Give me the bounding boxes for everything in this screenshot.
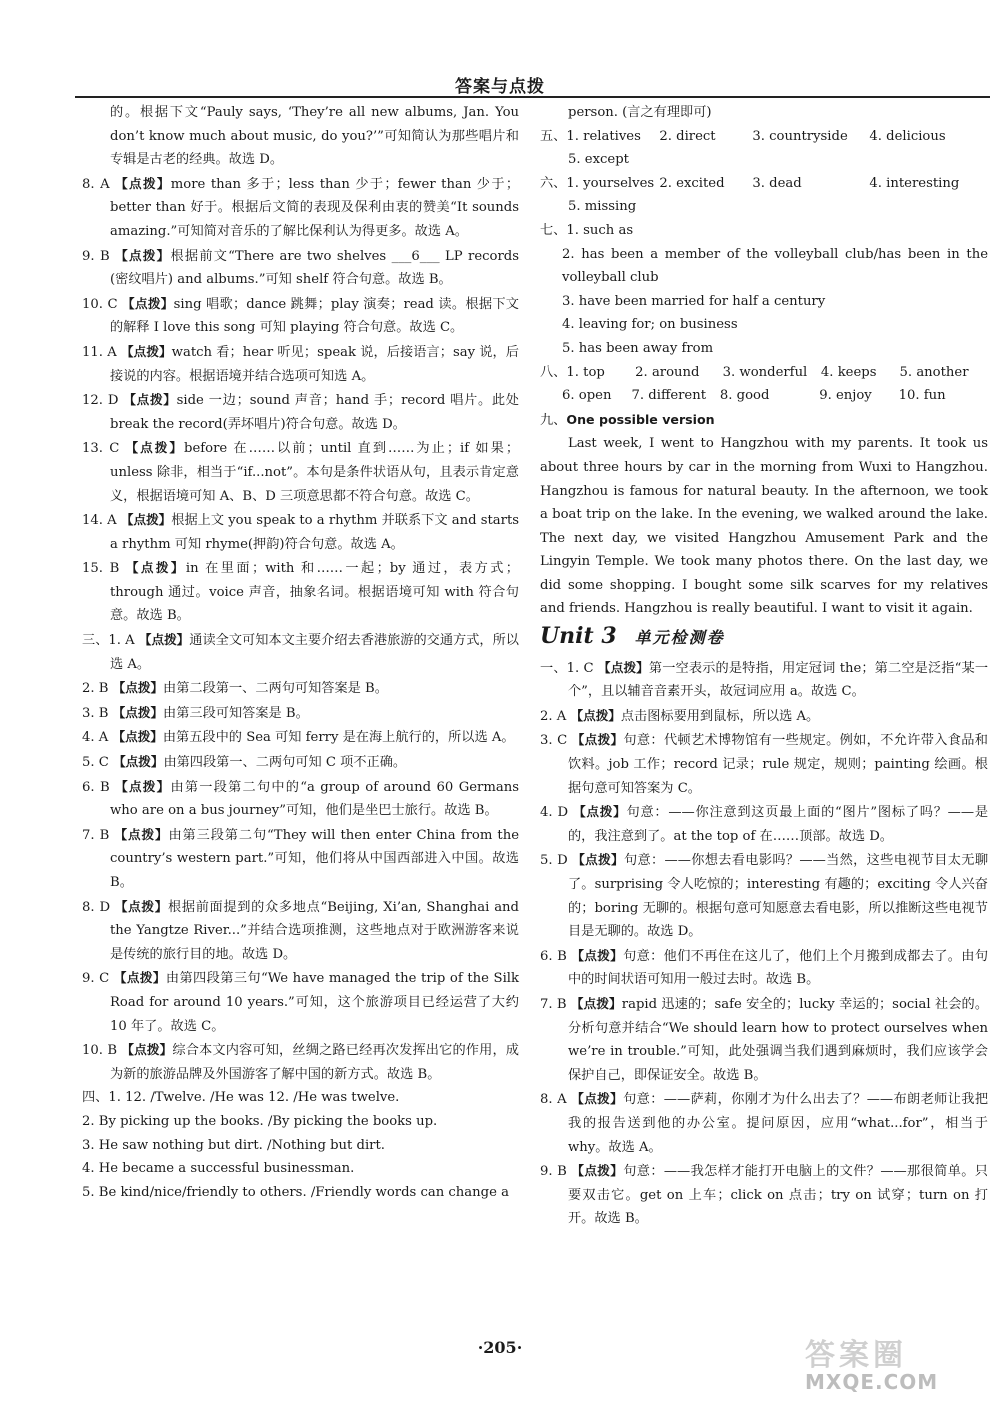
hint-tag: 【点拨】 — [123, 392, 177, 408]
word-item: 2. around — [635, 364, 700, 380]
hint-tag: 【点拨】 — [571, 1091, 624, 1107]
answer-item — [82, 1038, 519, 1086]
section-9 — [540, 408, 988, 433]
answer-number: 4. A — [82, 730, 113, 746]
word-item: 2. excited — [659, 175, 725, 191]
answer-item — [82, 1110, 519, 1134]
hint-tag: 【点拨】 — [115, 175, 171, 191]
answer-item — [82, 1181, 519, 1205]
word-item: 3. wonderful — [722, 364, 808, 380]
answer-text: 句意：——你注意到这页最上面的“图片”图标了吗？——是的，我注意到了。at the top of 在……顶部。故选 D。 — [568, 805, 989, 844]
answer-number: 15. B — [82, 561, 126, 577]
word-item: 3. dead — [752, 175, 802, 191]
answer-item — [82, 172, 519, 244]
section-6 — [540, 172, 988, 219]
right-column — [540, 101, 988, 1231]
word-item: 6. open — [562, 388, 612, 404]
answer-item — [82, 725, 519, 750]
word-item: 9. enjoy — [819, 388, 872, 404]
hint-tag: 【点拨】 — [570, 995, 622, 1011]
answer-item — [540, 1159, 988, 1231]
hint-tag: 【点拨】 — [122, 295, 174, 311]
hint-tag: 【点拨】 — [113, 754, 164, 770]
answer-number: 10. C — [82, 296, 123, 312]
answer-text: 根据前文“There are two shelves ___6___ LP records (密纹唱片) and albums.”可知 shelf 符合句意。故选 B。 — [110, 248, 520, 288]
unit-answers — [540, 656, 988, 1231]
answer-text: 由第三段第二句“They will then enter China from the country’s western part.”可知，他们将从中国西部进入中国。故选 B。 — [110, 827, 520, 890]
hint-tag: 【点拨】 — [113, 970, 166, 986]
section-5 — [540, 125, 988, 172]
answer-item — [82, 508, 519, 556]
answer-text: 由第四段第一、二两句可知 C 项不正确。 — [163, 755, 407, 771]
phrase-text: 1. such as — [566, 222, 634, 238]
word-item: 5. another — [899, 364, 969, 380]
section-label: 七、 — [540, 222, 567, 238]
answer-item — [540, 728, 988, 800]
answer-number: 4. — [82, 1161, 99, 1177]
hint-tag: 【点拨】 — [112, 729, 163, 745]
answer-number: 2. B — [82, 681, 113, 697]
answer-text: 第一空表示的是特指，用定冠词 the；第二空是泛指“某一个”，且以辅音音素开头，故冠词应用 a。故选 C。 — [568, 660, 989, 700]
phrase-item: 4. leaving for; on business — [562, 317, 738, 333]
answer-text: watch 看；hear 听见；speak 说，后接语言；say 说，后接说的内容。根据语境并结合选项可知选 A。 — [110, 344, 519, 384]
answer-number: 6. B — [82, 779, 116, 795]
answer-item — [82, 1157, 519, 1181]
answer-number: 14. A — [82, 513, 121, 529]
hint-tag: 【点拨】 — [571, 732, 624, 748]
hint-tag: 【点拨】 — [571, 947, 624, 963]
answer-number: 2. — [82, 1113, 99, 1129]
answer-number: 9. C — [82, 971, 114, 987]
hint-tag: 【点拨】 — [115, 778, 171, 794]
hint-tag: 【点拨】 — [125, 560, 186, 576]
hint-tag: 【点拨】 — [112, 704, 164, 720]
hint-tag: 【点拨】 — [597, 659, 649, 675]
word-row — [540, 361, 988, 385]
watermark-line2: MXQE.COM — [805, 1370, 939, 1394]
answer-number: 8. A — [540, 1092, 572, 1108]
answer-text: 句意：代顿艺术博物馆有一些规定。例如，不允许带入食品和饮料。job 工作；record 记录；rule 规定，规则；painting 绘画。根据句意可知答案为 C。 — [568, 733, 988, 796]
watermark-logo — [805, 1330, 990, 1410]
hint-tag: 【点拨】 — [112, 680, 164, 696]
answer-item — [82, 701, 519, 726]
answer-text: 根据前面提到的众多地点“Beijing, Xi’an, Shanghai and the Yangtze River...”并结合选项推测，这些地点对于欧洲游客来说是传统的旅行目的地。故选 D。 — [110, 899, 519, 962]
hint-tag: 【点拨】 — [573, 804, 627, 820]
answer-number: 四、1. — [82, 1090, 126, 1106]
answer-item — [82, 628, 519, 676]
answer-text: side 一边；sound 声音；hand 手；record 唱片。此处 break the record(弄坏唱片)符合句意。故选 D。 — [110, 393, 519, 432]
answer-number: 3. C — [540, 733, 572, 749]
section-label: 五、 — [540, 128, 567, 144]
section-label: 八、 — [540, 364, 567, 380]
section-7 — [540, 219, 988, 361]
phrase-item — [540, 219, 988, 243]
answer-item — [82, 823, 519, 895]
answer-number: 7. B — [82, 827, 115, 843]
hint-tag: 【点拨】 — [138, 632, 190, 648]
answer-text: 点击图标要用到鼠标，所以选 A。 — [620, 708, 820, 724]
answer-number: 13. C — [82, 441, 126, 457]
word-item: 4. delicious — [869, 128, 946, 144]
answer-text: before 在……以前；until 直到……为止；if 如果；unless 除非，相当于“if...not”。本句是条件状语从句，且表示肯定意义，根据语境可知 A、B、D 三项意思都不符合句意。故选 C。 — [110, 441, 520, 504]
answer-text: 由第五段中的 Sea 可知 ferry 是在海上航行的，所以选 A。 — [162, 730, 515, 746]
answer-number: 8. A — [82, 176, 116, 192]
answer-number: 三、1. A — [82, 633, 139, 649]
hint-tag: 【点拨】 — [125, 440, 185, 456]
answer-item — [82, 676, 519, 701]
answer-item — [82, 1134, 519, 1158]
left-column — [82, 101, 519, 1204]
answer-number: 9. B — [82, 248, 116, 264]
answer-text: in 在里面；with 和……一起；by 通过，表方式；through 通过。voice 声音，抽象名词。根据语境可知 with 符合句意。故选 B。 — [110, 561, 519, 624]
answer-item — [82, 292, 519, 340]
answer-number: 3. — [82, 1137, 99, 1153]
word-item: 4. interesting — [869, 175, 960, 191]
essay-text: Last week, I went to Hangzhou with my parents. It took us about three hours by car in the morning from Wuxi to Hangzhou. Hangzhou is famous for natural beauty. In the afternoon, we took a boat trip on the lake. In the evening, we walked around the lake. The next day, we visited Hangzhou Amusement Park and the Lingyin Temple. We took many photos there. On the last day, we did some shopping. I bought some silk scarves for my relatives and friends. Hangzhou is really beautiful. I want to visit it again. — [540, 436, 988, 617]
answer-item — [82, 1086, 519, 1110]
answer-number: 11. A — [82, 344, 122, 360]
hint-tag: 【点拨】 — [114, 898, 168, 914]
answer-item — [82, 340, 519, 388]
answer-text: sing 唱歌；dance 跳舞；play 演奏；read 读。根据下文的解释 I love this song 可知 playing 符合句意。故选 C。 — [110, 296, 519, 336]
word-item: 7. different — [631, 388, 707, 404]
phrase-item: 2. has been a member of the volleyball club/has been in the volleyball club — [562, 246, 988, 286]
answer-text: He saw nothing but dirt. /Nothing but dirt. — [98, 1137, 385, 1153]
word-item: 4. keeps — [820, 364, 877, 380]
answer-text: 句意：他们不再住在这儿了，他们上个月搬到成都去了。由句中的时间状语可知用一般过去时。故选 B。 — [568, 948, 989, 988]
answer-item — [540, 848, 988, 943]
answer-text: rapid 迅速的；safe 安全的；lucky 幸运的；social 社会的。分析句意并结合“We should learn how to protect ourselves when we’re in trouble.”可知，此处强调当我们遇到麻烦时，我们应该学会保护自己，即保证安全。故选 B。 — [568, 996, 989, 1083]
hint-tag: 【点拨】 — [570, 707, 621, 723]
answer-item — [82, 895, 519, 967]
answer-text: 句意：——萨莉，你刚才为什么出去了？——布朗老师让我把我的报告送到他的办公室。提问原因，应用“what...for”，相当于 why。故选 A。 — [568, 1092, 989, 1155]
answer-item — [540, 992, 988, 1087]
hint-tag: 【点拨】 — [115, 247, 171, 263]
essay-heading: One possible version — [566, 411, 715, 427]
header-rule — [75, 96, 990, 98]
answer-item — [82, 750, 519, 775]
continuation-line: person. (言之有理即可) — [568, 105, 712, 120]
section-9-label: 九、 — [540, 412, 567, 428]
answer-number: 10. B — [82, 1043, 122, 1059]
answer-text: He became a successful businessman. — [98, 1161, 355, 1177]
answer-number: 5. — [82, 1184, 99, 1200]
answer-text: 的。根据下文“Pauly says, ‘They’re all new albums, Jan. You don’t know much about music, do you?’”可知简认为那些唱片和专辑是古老的经典。故选 D。 — [110, 105, 519, 168]
answer-item — [540, 704, 988, 729]
answer-item — [540, 800, 988, 848]
hint-tag: 【点拨】 — [120, 512, 172, 528]
answer-number: 8. D — [82, 899, 115, 915]
phrase-item: 5. has been away from — [562, 340, 714, 356]
hint-tag: 【点拨】 — [571, 1163, 624, 1179]
answer-item — [82, 388, 519, 436]
answer-item — [82, 775, 519, 823]
answer-number: 5. C — [82, 755, 114, 771]
answer-text: 句意：——你想去看电影吗？——当然，这些电视节目太无聊了。surprising 令人吃惊的；interesting 有趣的；exciting 令人兴奋的；boring 无聊的。根据句意可知愿意去看电影，所以推断这些电视节目是无聊的。故选 D。 — [568, 853, 989, 940]
answer-number: 3. B — [82, 705, 113, 721]
word-item: 3. countryside — [752, 128, 848, 144]
answer-number: 2. A — [540, 708, 571, 724]
word-row — [540, 125, 988, 149]
answer-number: 一、1. C — [540, 660, 598, 676]
page-header: 答案与点拨 — [455, 77, 545, 97]
hint-tag: 【点拨】 — [121, 343, 172, 359]
hint-tag: 【点拨】 — [572, 852, 624, 868]
answer-item — [82, 556, 519, 628]
answer-item — [540, 1087, 988, 1159]
answer-text: 根据上文 you speak to a rhythm 并联系下文 and starts a rhythm 可知 rhyme(押韵)符合句意。故选 A。 — [110, 513, 520, 552]
answer-text: By picking up the books. /By picking the books up. — [98, 1113, 438, 1129]
answer-item — [540, 656, 988, 704]
unit-subtitle: 单元检测卷 — [634, 628, 725, 648]
word-item: 2. direct — [659, 128, 716, 144]
word-item: 1. top — [566, 364, 605, 380]
answer-text: 通读全文可知本文主要介绍去香港旅游的交通方式，所以选 A。 — [110, 633, 519, 672]
answer-item — [82, 101, 519, 172]
answer-text: 由第四段第三句“We have managed the trip of the Silk Road for around 10 years.”可知，这个旅游项目已经运营了大约 10 年了。故选 C。 — [110, 971, 519, 1034]
section-8 — [540, 361, 988, 408]
word-item: 1. yourselves — [566, 175, 655, 191]
answer-text: more than 多于；less than 少于；fewer than 少于；better than 好于。根据后文简的表现及保利由衷的赞美“It sounds amazing.”可知简对音乐的了解比保利认为得更多。故选 A。 — [110, 176, 520, 239]
word-item: 1. relatives — [566, 128, 641, 144]
unit-title — [540, 625, 988, 650]
word-row — [540, 384, 988, 408]
answer-text: 12. /Twelve. /He was 12. /He was twelve. — [125, 1090, 400, 1106]
answer-text: 由第二段第一、二两句可知答案是 B。 — [163, 681, 388, 697]
word-item: 8. good — [719, 388, 770, 404]
answer-number: 9. B — [540, 1164, 572, 1180]
answer-number: 5. D — [540, 853, 573, 869]
answer-text: 由第三段可知答案是 B。 — [163, 705, 309, 721]
watermark-line1: 答案圈 — [805, 1338, 907, 1373]
answer-item — [540, 944, 988, 992]
answer-item — [82, 244, 519, 292]
unit-name: Unit 3 — [540, 623, 617, 650]
word-row — [540, 172, 988, 196]
phrase-item: 3. have been married for half a century — [562, 293, 826, 309]
answer-number: 7. B — [540, 996, 571, 1012]
hint-tag: 【点拨】 — [114, 826, 169, 842]
answer-number: 4. D — [540, 805, 574, 821]
answer-text: 综合本文内容可知，丝绸之路已经再次发挥出它的作用，成为新的旅游品牌及外国游客了解中国的新方式。故选 B。 — [110, 1043, 519, 1082]
section-label: 六、 — [540, 175, 567, 191]
word-item: 5. except — [568, 152, 629, 168]
answer-number: 12. D — [82, 393, 124, 409]
answer-item — [82, 966, 519, 1038]
hint-tag: 【点拨】 — [121, 1042, 173, 1058]
answer-text: 句意：——我怎样才能打开电脑上的文件？——那很简单。只要双击它。get on 上车；click on 点击；try on 试穿；turn on 打开。故选 B。 — [568, 1164, 988, 1227]
page-number: ·205· — [477, 1338, 523, 1357]
answer-item — [82, 436, 519, 508]
answer-number: 6. B — [540, 948, 572, 964]
answer-text: Be kind/nice/friendly to others. /Friendly words can change a — [98, 1184, 509, 1200]
answer-text: 由第一段第二句中的“a group of around 60 Germans who are on a bus journey”可知，他们是坐巴士旅行。故选 B。 — [110, 779, 519, 819]
word-item: 5. missing — [568, 199, 637, 215]
word-item: 10. fun — [898, 388, 946, 404]
